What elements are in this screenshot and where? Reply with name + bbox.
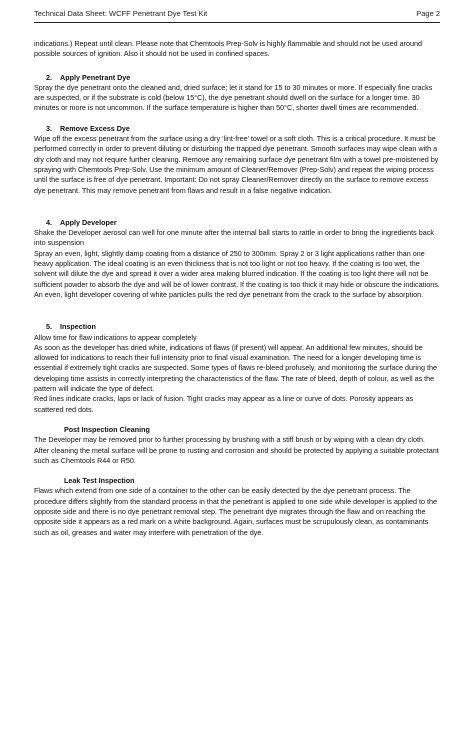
- document-body: [34, 39, 440, 538]
- section-heading-remove-excess: 3. Remove Excess Dye: [46, 123, 130, 133]
- section-paragraph: Spray an even, light, slightly damp coating from a distance of 250 to 300mm. Spray 2 or 3 light applications rather than one heavy application. The ideal coating is an even thickness that is not too light or not too heavy. If the coating is too wet, the solvent will dilute the dye and spread it over a wider area making blurred indication. If the coating is too light there will not be sufficient powder to absorb the dye and will be of lower contrast. If the coating is too thick it may hide or obscure the indications.: [34, 248, 440, 289]
- section-paragraph: Flaws which extend from one side of a container to the other can be easily detected by the dye penetrant process. The procedure differs slightly from the standard process in that the penetrant is applied to one side while developer is applied to the opposite side and there is no dye penetrant removal step. The penetrant dye migrates through the flaw and on reaching the opposite side it appears as a red mark on a white background. Again, surfaces must be scrupulously clean, as contaminants such as oil, greases and water may interfere with penetration of the dye.: [34, 486, 438, 537]
- section-paragraph: An even, light developer covering of white particles pulls the red dye penetrant from the crack to the surface by absorption.: [34, 289, 424, 299]
- section-paragraph: As soon as the developer has dried white, indications of flaws (if present) will appear. An additional few minutes, should be allowed for indications to reach their full intensity prior to final visual examination. The need for a longer developing time is essential if extremely tight cracks are suspected. Some types of flaws re-bleed profusely, and monitoring the surface during the developing time assists in correctly interpreting the characteristics of the flaw. The rate of bleed, depth of colour, as well as the pattern will indicate the type of defect.: [34, 342, 437, 394]
- section-paragraph: Shake the Developer aerosol can well for one minute after the internal ball starts to rattle in order to bring the ingredients back into suspension: [34, 228, 434, 248]
- section-paragraph: The Developer may be removed prior to further processing by brushing with a stiff brush or by wiping with a clean dry cloth.: [34, 435, 425, 445]
- section-heading-apply-developer: 4. Apply Developer: [46, 217, 117, 227]
- section-paragraph: Allow time for flaw indications to appear completely: [34, 332, 197, 342]
- section-paragraph: Wipe off the excess penetrant from the surface using a dry ‘lint-free’ towel or a soft cloth. This is a critical procedure. It must be performed correctly in order to prevent diluting or disturbing the trapped dye penetrant. Smooth surfaces may wipe clean with a dry cloth and may not require further cleaning. Remove any remaining surface dye penetrant film with a towel pre-moistened by spraying with Chemtools Prep-Solv. Use the minimum amount of Cleaner/Remover (Prep-Solv) and repeat the wiping process until the surface is free of dye penetrant. Important: Do not spray Cleaner/Remover directly on the surface to remove excess dye penetrant. This may remove penetrant from flaws and result in a false negative indication.: [34, 134, 439, 195]
- section-heading-apply-penetrant: 2. Apply Penetrant Dye: [46, 72, 131, 82]
- page-header: [34, 9, 440, 18]
- section-paragraph: Spray the dye penetrant onto the cleaned and, dried surface; let it stand for 15 to 30 minutes or more. If especially fine cracks are suspected, or if the substrate is cold (below 15°C), the dye penetrant should dwell on the surface for a longer time. 30 minutes or more is not uncommon. If the surface temperature is higher than 50°C, shorter dwell times are recommended.: [34, 82, 433, 113]
- header-divider: [34, 22, 440, 23]
- page-number: Page 2: [416, 9, 440, 18]
- section-paragraph: Red lines indicate cracks, laps or lack of fusion. Tight cracks may appear as a line or curve of dots. Porosity appears as scattered red dots.: [34, 394, 414, 414]
- document-title: Technical Data Sheet: WCFF Penetrant Dye Test Kit: [34, 9, 208, 18]
- section-paragraph: After cleaning the metal surface will be prone to rusting and corrosion and should be protected by applying a suitable protectant such as Chemtools R44 or R50.: [34, 445, 439, 465]
- section-heading-leak-test: Leak Test Inspection: [64, 476, 135, 486]
- section-heading-inspection: 5. Inspection: [46, 322, 96, 332]
- section-heading-post-inspection: Post Inspection Cleaning: [64, 424, 150, 434]
- intro-paragraph: indications.) Repeat until clean. Please note that Chemtools Prep-Solv is highly flammable and should not be used around possible sources of ignition. Also it should not be used in confined spaces.: [34, 39, 422, 59]
